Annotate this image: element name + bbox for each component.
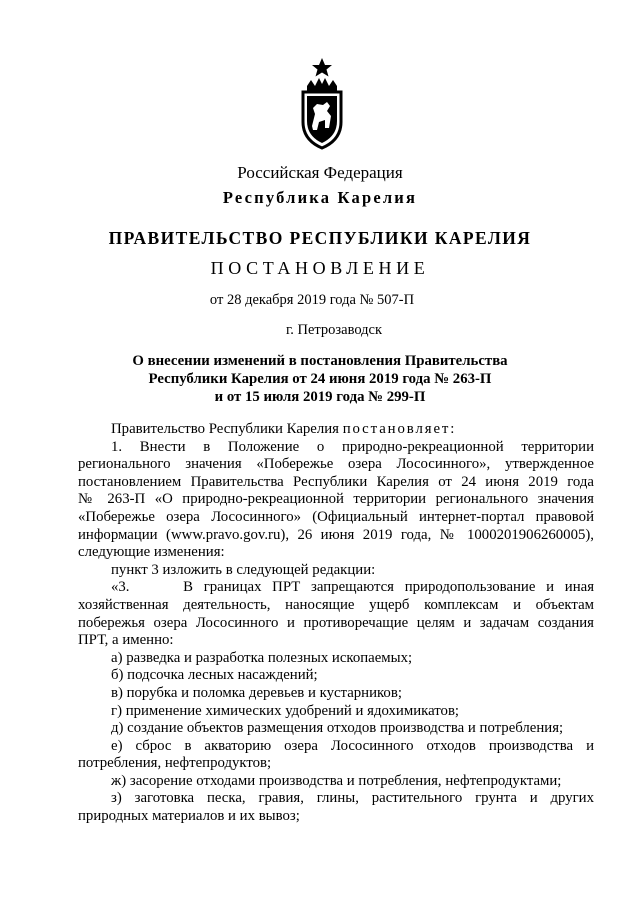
list-item: е) сброс в акваторию озера Лососинного отходов производства и — [111, 737, 594, 754]
list-item: з) заготовка песка, гравия, глины, растительного грунта и других — [111, 790, 594, 807]
decree-city: г. Петрозаводск — [285, 322, 383, 338]
list-item: г) применение химических удобрений и ядохимикатов; — [111, 702, 460, 719]
decree-title — [0, 352, 640, 406]
body-line: постановлением Правительства Республики Карелия от 24 июня 2019 года — [78, 473, 594, 490]
list-item-continuation: потребления, нефтепродуктов; — [78, 755, 272, 772]
list-item: в) порубка и поломка деревьев и кустарников; — [111, 684, 402, 701]
title-line: О внесении изменений в постановления Правительства — [132, 353, 508, 369]
preamble-colon: : — [450, 421, 455, 437]
list-item-continuation: природных материалов и их вывоз; — [78, 808, 300, 825]
body-line: регионального значения «Побережье озера Лососинного», утвержденное — [78, 456, 594, 473]
list-item: б) подсочка лесных насаждений; — [111, 667, 318, 684]
title-line: Республики Карелия от 24 июня 2019 года № 263-П — [148, 371, 492, 387]
preamble-text: Правительство Республики Карелия — [111, 421, 343, 437]
karelia-coat-of-arms-emblem — [297, 56, 347, 150]
government-name: ПРАВИТЕЛЬСТВО РЕСПУБЛИКИ КАРЕЛИЯ — [108, 228, 532, 248]
title-line: и от 15 июля 2019 года № 299-П — [214, 389, 426, 405]
body-line: 1. Внести в Положение о природно-рекреационной территории — [111, 438, 594, 455]
list-item: ж) засорение отходами производства и потребления, нефтепродуктами; — [111, 772, 562, 789]
decree-body — [78, 421, 594, 826]
preamble-emphasis: постановляет — [342, 421, 451, 437]
republic-name: Республика Карелия — [222, 188, 418, 207]
country-name: Российская Федерация — [237, 163, 403, 182]
body-line: информации (www.pravo.gov.ru), 26 июня 2019 года, № 1000201906260005), — [78, 526, 594, 543]
body-line: следующие изменения: — [78, 544, 225, 561]
body-line: «3. В границах ПРТ запрещаются природопользование и иная — [111, 579, 594, 596]
body-line: ПРТ, а именно: — [78, 632, 174, 649]
body-line: побережья озера Лососинного и противоречащие целям и задачам создания — [78, 614, 594, 631]
body-line: «Побережье озера Лососинного» (Официальный интернет-портал правовой — [78, 508, 594, 525]
decree-date: от 28 декабря 2019 года № 507-П — [209, 292, 415, 308]
body-line: пункт 3 изложить в следующей редакции: — [111, 561, 376, 578]
list-item: а) разведка и разработка полезных ископаемых; — [111, 649, 413, 666]
decree-type: ПОСТАНОВЛЕНИЕ — [210, 258, 430, 278]
body-line: № 263-П «О природно-рекреационной территории регионального значения — [78, 491, 594, 508]
list-item: д) создание объектов размещения отходов производства и потребления; — [111, 720, 564, 737]
body-line: хозяйственная деятельность, наносящие ущерб комплексам и объектам — [78, 596, 594, 613]
preamble — [78, 421, 594, 439]
